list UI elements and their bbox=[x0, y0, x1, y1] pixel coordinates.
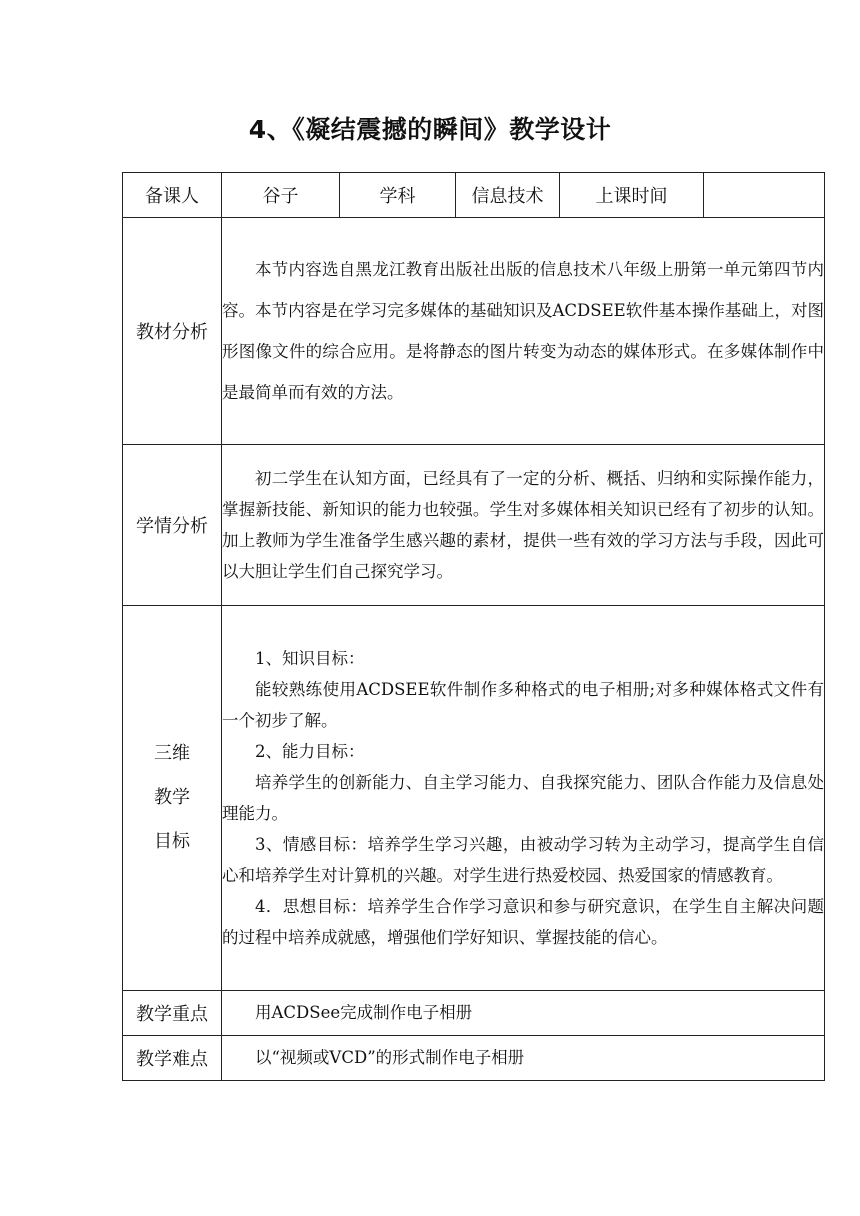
key-point-row bbox=[123, 991, 825, 1036]
objectives-label-line: 三维 bbox=[154, 743, 190, 764]
objective-text: 能较熟练使用ACDSEE软件制作多种格式的电子相册;对多种媒体格式文件有一个初步了解。 bbox=[222, 680, 824, 730]
objective-text: 3、情感目标：培养学生学习兴趣，由被动学习转为主动学习，提高学生自信心和培养学生对计算机的兴趣。对学生进行热爱校园、热爱国家的情感教育。 bbox=[222, 835, 824, 885]
class-time-value bbox=[704, 173, 825, 218]
difficult-point-label: 教学难点 bbox=[123, 1036, 222, 1081]
objectives-label bbox=[123, 606, 222, 991]
difficult-point-cell bbox=[222, 1036, 825, 1081]
subject-label: 学科 bbox=[340, 173, 456, 218]
lesson-plan-table bbox=[122, 172, 825, 1081]
header-row bbox=[123, 173, 825, 218]
objectives-cell bbox=[222, 606, 825, 991]
textbook-analysis-row bbox=[123, 218, 825, 445]
key-point-text: 用ACDSee完成制作电子相册 bbox=[255, 1003, 473, 1022]
objectives-row bbox=[123, 606, 825, 991]
student-analysis-cell bbox=[222, 445, 825, 606]
objective-text: 4．思想目标：培养学生合作学习意识和参与研究意识，在学生自主解决问题的过程中培养成就感，增强他们学好知识、掌握技能的信心。 bbox=[222, 897, 824, 947]
student-analysis-row bbox=[123, 445, 825, 606]
difficult-point-row bbox=[123, 1036, 825, 1081]
textbook-analysis-cell bbox=[222, 218, 825, 445]
objectives-label-line: 目标 bbox=[154, 831, 190, 852]
class-time-label: 上课时间 bbox=[560, 173, 704, 218]
difficult-point-text: 以“视频或VCD”的形式制作电子相册 bbox=[255, 1048, 525, 1067]
preparer-label: 备课人 bbox=[123, 173, 222, 218]
textbook-analysis-text: 本节内容选自黑龙江教育出版社出版的信息技术八年级上册第一单元第四节内容。本节内容是在学习完多媒体的基础知识及ACDSEE软件基本操作基础上，对图形图像文件的综合应用。是将静态的图片转变为动态的媒体形式。在多媒体制作中是最简单而有效的方法。 bbox=[222, 260, 824, 402]
key-point-cell bbox=[222, 991, 825, 1036]
document-title: 4、《凝结震撼的瞬间》教学设计 bbox=[248, 115, 612, 144]
preparer-value: 谷子 bbox=[222, 173, 340, 218]
textbook-analysis-label: 教材分析 bbox=[123, 218, 222, 445]
objective-heading: 2、能力目标： bbox=[255, 742, 365, 761]
objective-text: 培养学生的创新能力、自主学习能力、自我探究能力、团队合作能力及信息处理能力。 bbox=[222, 773, 824, 823]
key-point-label: 教学重点 bbox=[123, 991, 222, 1036]
objective-heading: 1、知识目标： bbox=[255, 649, 365, 668]
subject-value: 信息技术 bbox=[456, 173, 560, 218]
objectives-label-line: 教学 bbox=[154, 787, 190, 808]
student-analysis-label: 学情分析 bbox=[123, 445, 222, 606]
student-analysis-text: 初二学生在认知方面，已经具有了一定的分析、概括、归纳和实际操作能力，掌握新技能、新知识的能力也较强。学生对多媒体相关知识已经有了初步的认知。加上教师为学生准备学生感兴趣的素材，提供一些有效的学习方法与手段，因此可以大胆让学生们自己探究学习。 bbox=[222, 469, 824, 581]
